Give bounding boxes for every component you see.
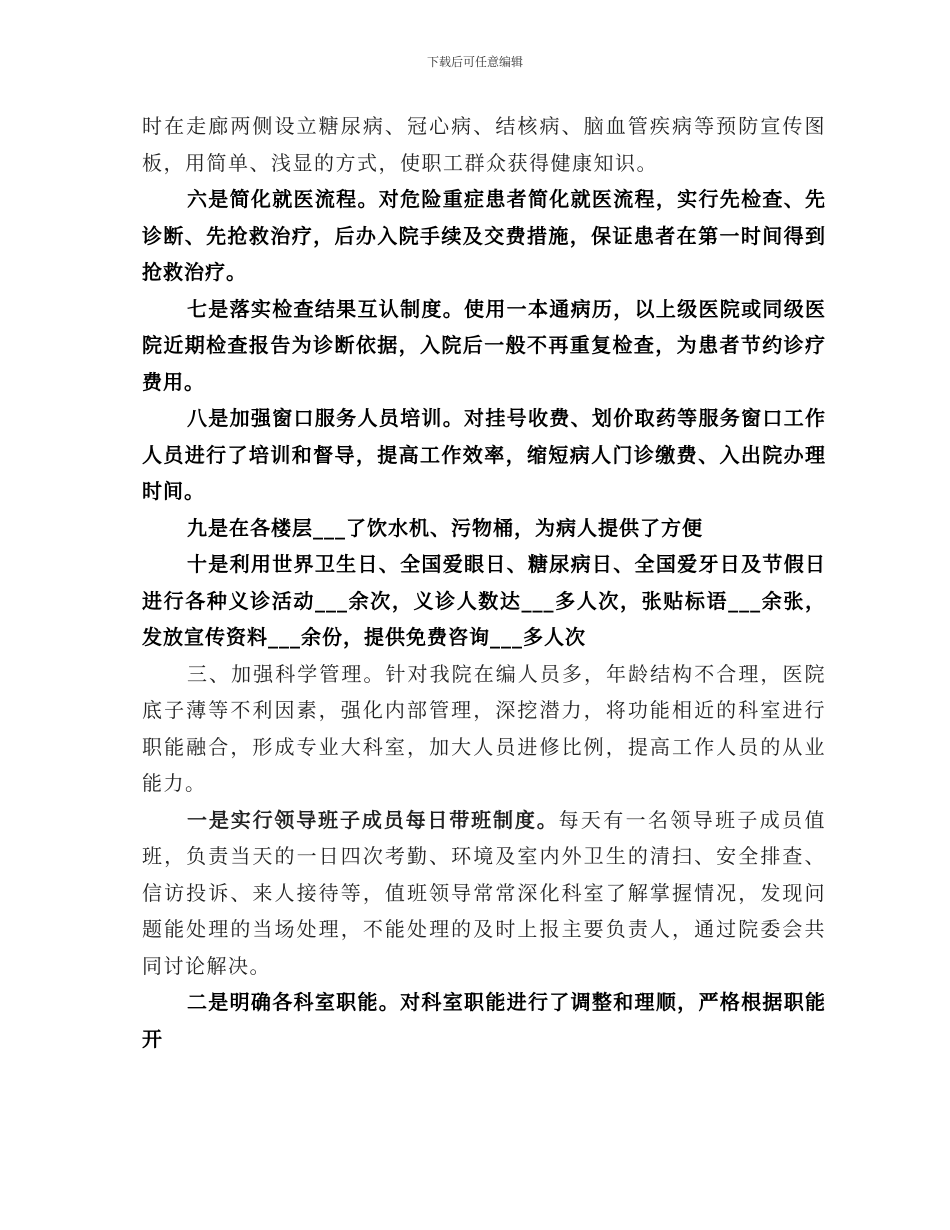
paragraph-item-7: 七是落实检查结果互认制度。使用一本通病历，以上级医院或同级医院近期检查报告为诊断依据，入院后一般不再重复检查，为患者节约诊疗费用。 — [142, 296, 826, 394]
paragraph-item-8: 八是加强窗口服务人员培训。对挂号收费、划价取药等服务窗口工作人员进行了培训和督导，提高工作效率，缩短病人门诊缴费、入出院办理时间。 — [142, 406, 826, 503]
paragraph-sub-1 — [142, 802, 826, 985]
paragraph-sub-2: 二是明确各科室职能。对科室职能进行了调整和理顺，严格根据职能开 — [142, 990, 826, 1051]
paragraph-item-6: 六是简化就医流程。对危险重症患者简化就医流程，实行先检查、先诊断、先抢救治疗，后办入院手续及交费措施，保证患者在第一时间得到抢救治疗。 — [142, 187, 826, 284]
paragraph-item-10: 十是利用世界卫生日、全国爱眼日、糖尿病日、全国爱牙日及节假日进行各种义诊活动___余次，义诊人数达___多人次，张贴标语___余张，发放宣传资料___余份，提供免费咨询___多人次 — [142, 552, 826, 649]
page-header: 下载后可任意编辑 — [426, 55, 523, 69]
paragraph-health-boards: 时在走廊两侧设立糖尿病、冠心病、结核病、脑血管疾病等预防宣传图板，用简单、浅显的方式，使职工群众获得健康知识。 — [142, 114, 826, 175]
document-body — [142, 108, 826, 1057]
paragraph-section-3: 三、加强科学管理。针对我院在编人员多，年龄结构不合理，医院底子薄等不利因素，强化内部管理，深挖潜力，将功能相近的科室进行职能融合，形成专业大科室，加大人员进修比例，提高工作人员的从业能力。 — [142, 661, 826, 795]
paragraph-item-9: 九是在各楼层___了饮水机、污物桶，为病人提供了方便 — [187, 515, 703, 540]
paragraph-sub-1-body: 每天有一名领导班子成员值班，负责当天的一日四次考勤、环境及室内外卫生的清扫、安全排查、信访投诉、来人接待等，值班领导常常深化科室了解掌握情况，发现问题能处理的当场处理，不能处理的及时上报主要负责人，通过院委会共同讨论解决。 — [142, 807, 827, 978]
paragraph-sub-1-lead: 一是实行领导班子成员每日带班制度。 — [187, 807, 559, 832]
